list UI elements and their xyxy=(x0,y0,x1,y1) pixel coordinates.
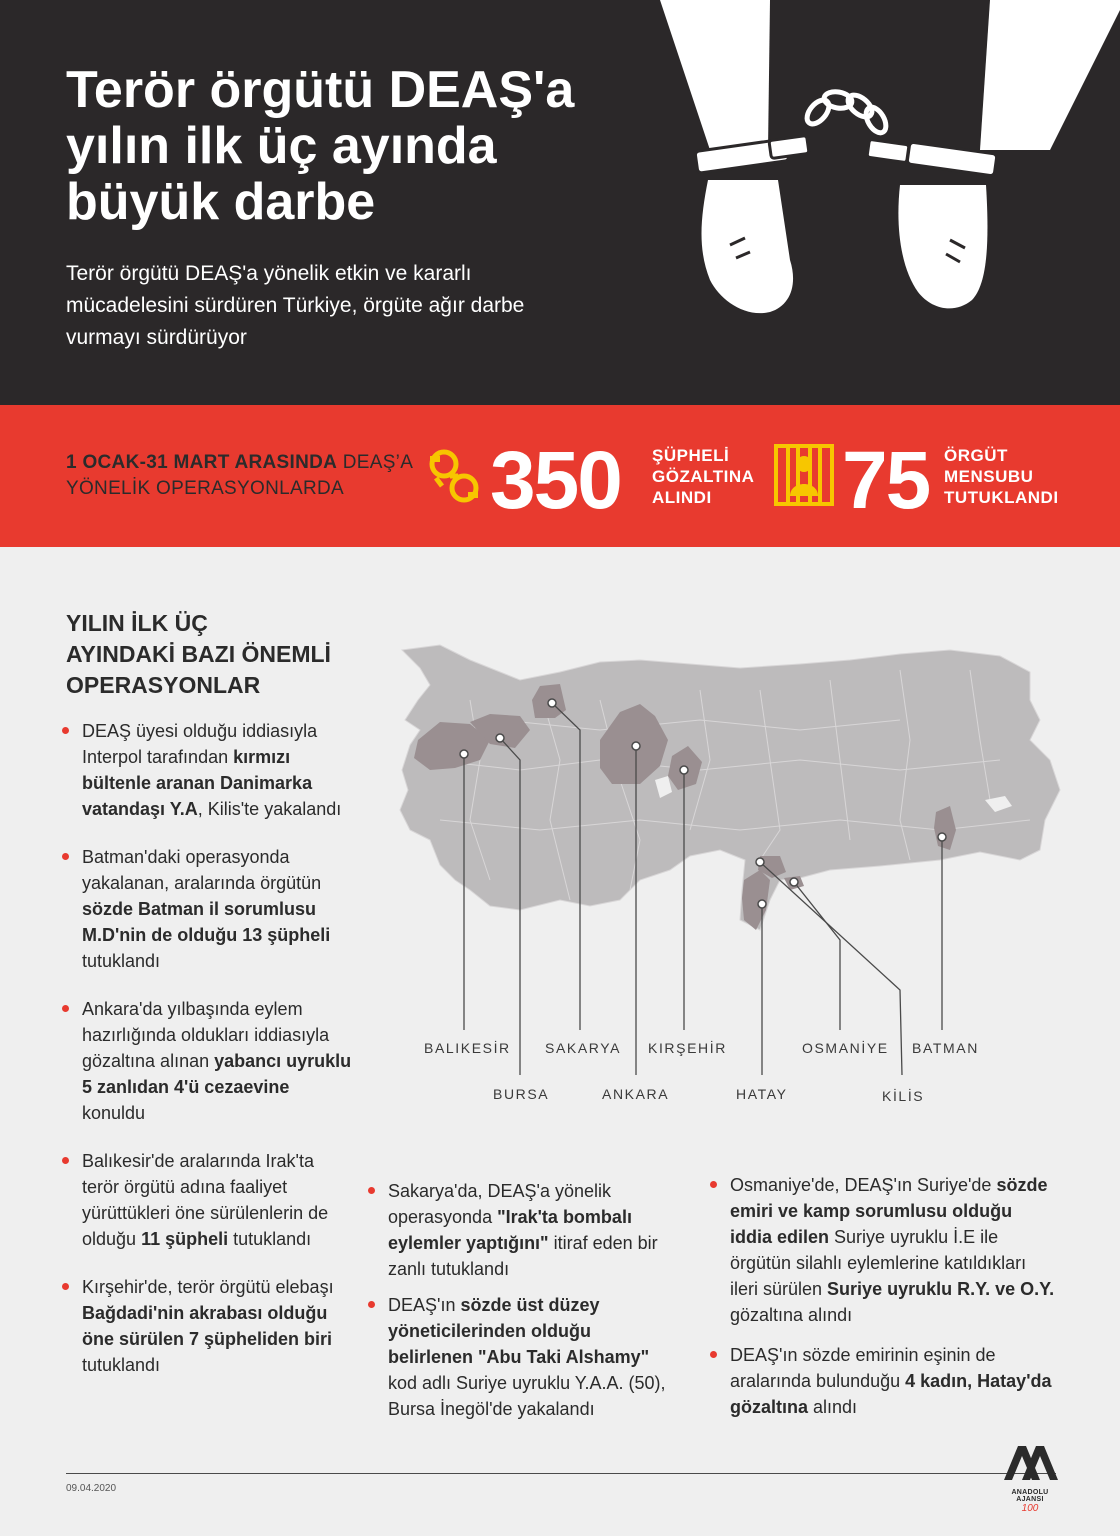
anadolu-logo xyxy=(1000,1440,1060,1520)
prisoner-icon xyxy=(774,444,834,506)
city-label: KİLİS xyxy=(882,1088,925,1104)
city-label: BATMAN xyxy=(912,1040,979,1056)
city-label: BURSA xyxy=(493,1086,550,1102)
stat-label-line: ALINDI xyxy=(652,488,712,507)
operation-text: Batman'daki operasyonda yakalanan, aralarında örgütün xyxy=(82,847,322,893)
operation-highlight: kırmızı bültenle aranan Danimarka vatandaşı Y.A xyxy=(82,747,313,819)
operation-highlight: yabancı uyruklu 5 zanlıdan 4'ü cezaevine xyxy=(82,1051,352,1097)
operations-list-right xyxy=(710,1172,1055,1420)
stat-arrested-value: 75 xyxy=(842,435,930,526)
operation-text: DEAŞ'ın xyxy=(388,1295,461,1315)
page-title xyxy=(66,62,626,230)
operation-item xyxy=(368,1292,678,1422)
operation-text: Suriye uyruklu İ.E ile örgütün silahlı eylemlerine katıldıkları ileri sürülen xyxy=(730,1227,1027,1299)
city-label: KIRŞEHİR xyxy=(648,1040,727,1056)
stat-label-line: ÖRGÜT xyxy=(944,446,1008,465)
publish-date: 09.04.2020 xyxy=(66,1483,117,1494)
province-hatay xyxy=(742,870,770,930)
section-title-line: AYINDAKİ BAZI ÖNEMLİ xyxy=(66,641,331,667)
operation-item xyxy=(62,996,352,1126)
title-line: yılın ilk üç ayında xyxy=(66,117,497,175)
operation-highlight: Bağdadi'nin akrabası olduğu öne sürülen 7 şüpheliden biri xyxy=(82,1303,333,1349)
intro-text: YÖNELİK OPERASYONLARDA xyxy=(66,478,344,499)
operation-text: tutuklandı xyxy=(82,1355,161,1375)
footer-divider xyxy=(66,1473,1056,1474)
operation-text: Ankara'da yılbaşında eylem hazırlığında oldukları iddiasıyla gözaltına alınan xyxy=(82,999,330,1071)
operation-item xyxy=(62,1274,352,1378)
operation-item xyxy=(710,1172,1055,1328)
section-title-line: OPERASYONLAR xyxy=(66,672,261,698)
anniversary-mark: 100 xyxy=(1021,1503,1039,1514)
stat-arrested-label xyxy=(944,445,1059,508)
operation-text: tutuklandı xyxy=(228,1229,312,1249)
operation-text: tutuklandı xyxy=(82,951,161,971)
city-label: BALIKESİR xyxy=(424,1040,511,1056)
operation-item xyxy=(710,1342,1055,1420)
operation-item xyxy=(368,1178,678,1282)
section-title-line: YILIN İLK ÜÇ xyxy=(66,610,208,636)
stat-label-line: TUTUKLANDI xyxy=(944,488,1059,507)
operation-text: kod adlı Suriye uyruklu Y.A.A. (50), Bursa İnegöl'de yakalandı xyxy=(388,1373,666,1419)
operation-text: , Kilis'te yakalandı xyxy=(197,799,342,819)
operation-text: Kırşehir'de, terör örgütü elebaşı xyxy=(82,1277,334,1297)
date-range: 1 OCAK-31 MART ARASINDA xyxy=(66,452,338,473)
logo-text: ANADOLU AJANSI xyxy=(1011,1489,1049,1503)
city-label: SAKARYA xyxy=(545,1040,622,1056)
operation-text: Balıkesir'de aralarında Irak'ta terör örgütü adına faaliyet yürüttükleri öne sürülenlerin de olduğu xyxy=(82,1151,329,1249)
stat-label-line: MENSUBU xyxy=(944,467,1034,486)
title-line: büyük darbe xyxy=(66,173,376,231)
operation-highlight: sözde Batman il sorumlusu M.D'nin de olduğu 13 şüpheli xyxy=(82,899,331,945)
operation-item xyxy=(62,844,352,974)
operation-text: konuldu xyxy=(82,1103,146,1123)
operation-highlight: sözde üst düzey yöneticilerinden olduğu belirlenen "Abu Taki Alshamy" xyxy=(388,1295,650,1367)
operation-text: Sakarya'da, DEAŞ'a yönelik operasyonda xyxy=(388,1181,611,1227)
city-label: HATAY xyxy=(736,1086,788,1102)
handcuffed-hands-icon xyxy=(650,0,1120,405)
stat-detained-label xyxy=(652,445,754,508)
handcuffs-icon xyxy=(424,446,484,506)
city-label: ANKARA xyxy=(602,1086,670,1102)
operation-highlight: Suriye uyruklu R.Y. ve O.Y. xyxy=(827,1279,1055,1299)
operation-text: alındı xyxy=(808,1397,858,1417)
map-land xyxy=(400,645,1060,930)
operations-list-middle xyxy=(368,1178,678,1422)
operation-item xyxy=(62,1148,352,1252)
operation-highlight: 4 kadın, Hatay'da gözaltına xyxy=(730,1371,1052,1417)
title-line: Terör örgütü DEAŞ'a xyxy=(66,61,575,119)
stat-detained-value: 350 xyxy=(490,435,621,526)
stat-label-line: GÖZALTINA xyxy=(652,467,755,486)
operations-list-left xyxy=(62,718,352,1378)
operation-text: gözaltına alındı xyxy=(730,1305,853,1325)
stats-intro xyxy=(66,450,413,502)
operation-text: DEAŞ üyesi olduğu iddiasıyla Interpol tarafından xyxy=(82,721,318,767)
operation-highlight: "Irak'ta bombalı eylemler yaptığını" xyxy=(388,1207,632,1253)
stat-label-line: ŞÜPHELİ xyxy=(652,446,730,465)
subtitle: Terör örgütü DEAŞ'a yönelik etkin ve kararlı mücadelesini sürdüren Türkiye, örgüte ağır darbe vurmayı sürdürüyor xyxy=(66,262,525,349)
intro-text: DEAŞ’A xyxy=(337,452,414,473)
aa-logo-icon xyxy=(1000,1440,1060,1484)
operation-item xyxy=(62,718,352,822)
operation-text: itiraf eden bir zanlı tutuklandı xyxy=(388,1233,658,1279)
operation-highlight: sözde emiri ve kamp sorumlusu olduğu iddia edilen xyxy=(730,1175,1048,1247)
operation-highlight: 11 şüpheli xyxy=(141,1229,229,1249)
operation-text: Osmaniye'de, DEAŞ'ın Suriye'de xyxy=(730,1175,997,1195)
city-label: OSMANİYE xyxy=(802,1040,889,1056)
operation-text: DEAŞ'ın sözde emirinin eşinin de aralarında bulunduğu xyxy=(730,1345,996,1391)
section-title xyxy=(66,608,331,701)
